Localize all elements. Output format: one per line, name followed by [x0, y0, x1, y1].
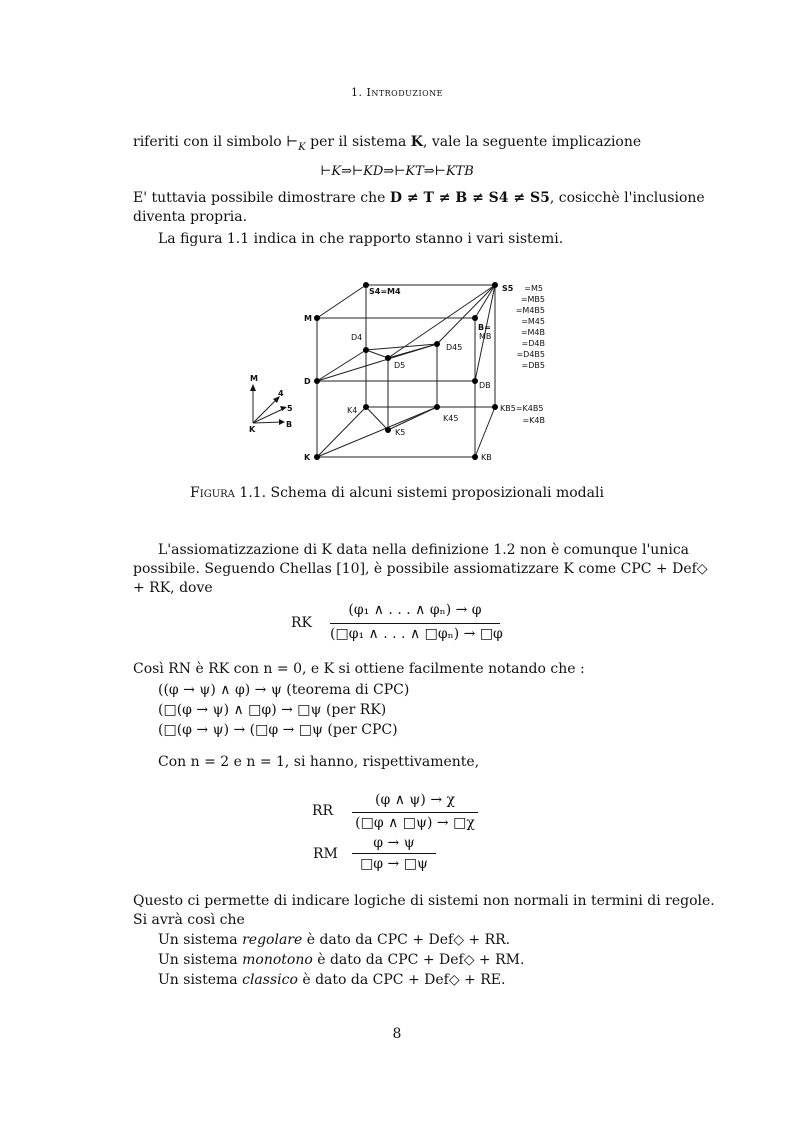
running-header: 1. Introduzione: [350, 86, 444, 99]
text-span: , vale la seguente implicazione: [422, 134, 642, 150]
text-line: Si avrà così che: [133, 912, 245, 928]
subscript: K: [298, 141, 306, 153]
svg-text:K: K: [304, 453, 311, 462]
rule-name-rk: RK: [291, 615, 312, 631]
svg-text:D5: D5: [394, 361, 406, 370]
text-span: riferiti con il simbolo ⊢: [133, 134, 299, 150]
svg-text:=M4B5: =M4B5: [515, 306, 545, 315]
svg-text:=M45: =M45: [521, 317, 545, 326]
svg-text:K: K: [249, 425, 256, 434]
svg-text:=D4B5: =D4B5: [516, 350, 545, 359]
text-line: Questo ci permette di indicare logiche di sistemi non normali in termini di regole.: [133, 893, 715, 909]
implication-formula: ⊢K⇒⊢KD⇒⊢KT⇒⊢KTB: [320, 164, 474, 179]
svg-text:K4: K4: [347, 406, 358, 415]
svg-text:B: B: [286, 420, 293, 429]
text-span: è dato da CPC + Def◇ + RE.: [297, 972, 506, 988]
text-line: [133, 188, 705, 208]
text-line: La figura 1.1 indica in che rapporto stanno i vari sistemi.: [158, 231, 564, 247]
italic-term: classico: [242, 972, 298, 988]
text-line: diventa propria.: [133, 209, 248, 225]
svg-text:K45: K45: [443, 414, 459, 423]
svg-text:B=: B=: [478, 323, 491, 332]
svg-text:D4: D4: [351, 333, 363, 342]
figure-caption: [0, 483, 794, 503]
text-span: , cosicchè l'inclusione: [549, 190, 705, 206]
bold-formula: D ≠ T ≠ B ≠ S4 ≠ S5: [389, 190, 550, 206]
rule-name-rr: RR: [312, 803, 334, 819]
italic-term: monotono: [242, 952, 313, 968]
caption-text: Schema di alcuni sistemi proposizionali modali: [270, 485, 604, 501]
svg-text:=MB5: =MB5: [520, 295, 545, 304]
modal-systems-cube-diagram: [240, 270, 560, 470]
svg-text:S5: S5: [502, 284, 514, 293]
svg-text:M: M: [250, 374, 258, 383]
rr-denominator: (□φ ∧ □ψ) → □χ: [355, 815, 475, 831]
text-span: è dato da CPC + Def◇ + RR.: [302, 932, 511, 948]
svg-text:D: D: [304, 377, 311, 386]
svg-text:KB: KB: [481, 453, 492, 462]
text-line: [133, 132, 641, 158]
text-span: E' tuttavia possibile dimostrare che: [133, 190, 390, 206]
rk-denominator: (□φ₁ ∧ . . . ∧ □φₙ) → □φ: [330, 626, 503, 642]
svg-text:=DB5: =DB5: [521, 361, 545, 370]
text-line: Con n = 2 e n = 1, si hanno, rispettivamente,: [158, 754, 480, 770]
rule-name-rm: RM: [313, 846, 338, 862]
text-line: [158, 930, 510, 950]
text-span: Un sistema: [158, 952, 243, 968]
text-line: [158, 950, 524, 970]
svg-text:KB5=K4B5: KB5=K4B5: [500, 404, 544, 413]
page-number: 8: [392, 1026, 402, 1042]
svg-text:=D4B: =D4B: [521, 339, 545, 348]
svg-text:D45: D45: [446, 343, 463, 352]
text-line: (□(φ → ψ) → (□φ → □ψ (per CPC): [158, 722, 398, 738]
svg-text:M: M: [304, 314, 312, 323]
text-span: per il sistema: [305, 134, 411, 150]
text-span: Un sistema: [158, 932, 243, 948]
svg-text:5: 5: [287, 404, 293, 413]
text-span: è dato da CPC + Def◇ + RM.: [312, 952, 525, 968]
rr-numerator: (φ ∧ ψ) → χ: [375, 792, 455, 808]
svg-text:MB: MB: [479, 332, 492, 341]
rk-numerator: (φ₁ ∧ . . . ∧ φₙ) → φ: [348, 602, 482, 618]
text-line: Così RN è RK con n = 0, e K si ottiene facilmente notando che :: [133, 661, 585, 677]
text-line: L'assiomatizzazione di K data nella definizione 1.2 non è comunque l'unica: [158, 542, 690, 558]
svg-text:DB: DB: [479, 381, 491, 390]
rm-numerator: φ → ψ: [373, 835, 415, 851]
text-line: + RK, dove: [133, 580, 213, 596]
bold-symbol: K: [410, 134, 423, 150]
svg-text:K5: K5: [395, 428, 406, 437]
svg-text:=M5: =M5: [524, 284, 543, 293]
text-line: (□(φ → ψ) ∧ □φ) → □ψ (per RK): [158, 702, 387, 718]
svg-text:=M4B: =M4B: [520, 328, 545, 337]
text-span: Un sistema: [158, 972, 243, 988]
rm-denominator: □φ → □ψ: [360, 856, 428, 872]
italic-term: regolare: [242, 932, 303, 948]
caption-label: Figura 1.1.: [190, 485, 267, 501]
text-line: ((φ → ψ) ∧ φ) → ψ (teorema di CPC): [158, 682, 410, 698]
svg-text:4: 4: [278, 389, 284, 398]
svg-text:=K4B: =K4B: [522, 416, 545, 425]
text-line: possibile. Seguendo Chellas [10], è possibile assiomatizzare K come CPC + Def◇: [133, 561, 708, 577]
svg-text:S4=M4: S4=M4: [369, 287, 401, 296]
text-line: [158, 970, 505, 990]
